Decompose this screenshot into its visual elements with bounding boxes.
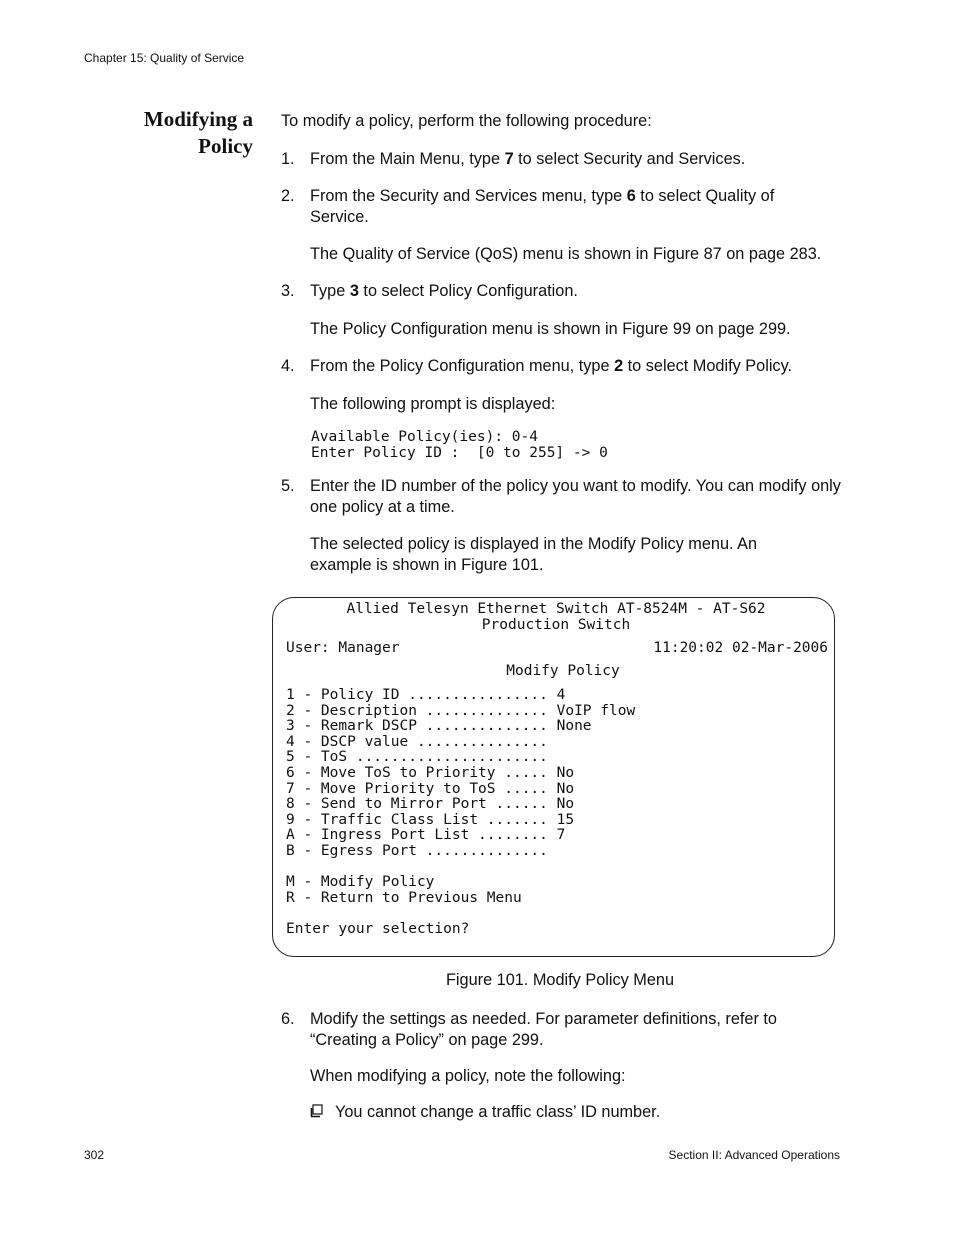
figure-title: Allied Telesyn Ethernet Switch AT-8524M - AT-S62 xyxy=(346,601,766,617)
note-text: The following prompt is displayed: xyxy=(310,395,556,413)
section-title-line-1: Modifying a xyxy=(143,107,253,131)
figure-commands: M - Modify Policy R - Return to Previous Menu xyxy=(286,874,522,906)
bullet-text: You cannot change a traffic class’ ID number. xyxy=(335,1103,661,1121)
intro-text: To modify a policy, perform the following procedure: xyxy=(281,112,652,130)
section-title-line-2: Policy xyxy=(198,134,253,158)
note-text: The Policy Configuration menu is shown in Figure 99 on page 299. xyxy=(310,320,791,338)
page-number: 302 xyxy=(84,1148,105,1162)
figure-user: User: Manager xyxy=(286,640,400,656)
figure-datetime: 11:20:02 02-Mar-2006 xyxy=(653,640,828,656)
figure-selection-prompt: Enter your selection? xyxy=(286,921,470,937)
step-number: 1. xyxy=(281,150,295,168)
section-title xyxy=(53,106,253,160)
section-footer: Section II: Advanced Operations xyxy=(668,1148,840,1162)
checkbox-bullet-icon xyxy=(310,1104,324,1118)
figure-subtitle: Production Switch xyxy=(481,617,631,633)
step-number: 3. xyxy=(281,282,295,300)
step-number: 4. xyxy=(281,357,295,375)
running-header: Chapter 15: Quality of Service xyxy=(84,51,245,65)
prompt-code: Available Policy(ies): 0-4 Enter Policy ID : [0 to 255] -> 0 xyxy=(311,429,608,461)
step-number: 6. xyxy=(281,1010,295,1028)
note-text: The selected policy is displayed in the Modify Policy menu. An example is shown in Figure 101. xyxy=(310,535,758,574)
note-text: The Quality of Service (QoS) menu is shown in Figure 87 on page 283. xyxy=(310,245,822,263)
step-text: Modify the settings as needed. For parameter definitions, refer to “Creating a Policy” on page 299. xyxy=(310,1010,777,1049)
figure-caption: Figure 101. Modify Policy Menu xyxy=(445,971,675,989)
note-text: When modifying a policy, note the following: xyxy=(310,1067,626,1085)
step-text: Enter the ID number of the policy you want to modify. You can modify only one policy at a time. xyxy=(310,477,841,516)
step-number: 5. xyxy=(281,477,295,495)
step-text: From the Security and Services menu, type 6 to select Quality of Service. xyxy=(310,187,775,226)
figure-menu-items: 1 - Policy ID ................ 4 2 - Description .............. VoIP flow 3 - Remark DSCP .............. None 4 - DSCP value ............... 5 - ToS ...................... 6 - Move ToS to Priority ..... No 7 - Move Priority to ToS ..... No 8 - Send to Mirror Port ...... No 9 - Traffic Class List ....... 15 A - Ingress Port List ........ 7 B - Egress Port .............. xyxy=(286,687,636,859)
step-text: Type 3 to select Policy Configuration. xyxy=(310,282,578,300)
step-text: From the Policy Configuration menu, type 2 to select Modify Policy. xyxy=(310,357,793,375)
step-text: From the Main Menu, type 7 to select Security and Services. xyxy=(310,150,746,168)
figure-menu-title: Modify Policy xyxy=(506,663,620,679)
step-number: 2. xyxy=(281,187,295,205)
